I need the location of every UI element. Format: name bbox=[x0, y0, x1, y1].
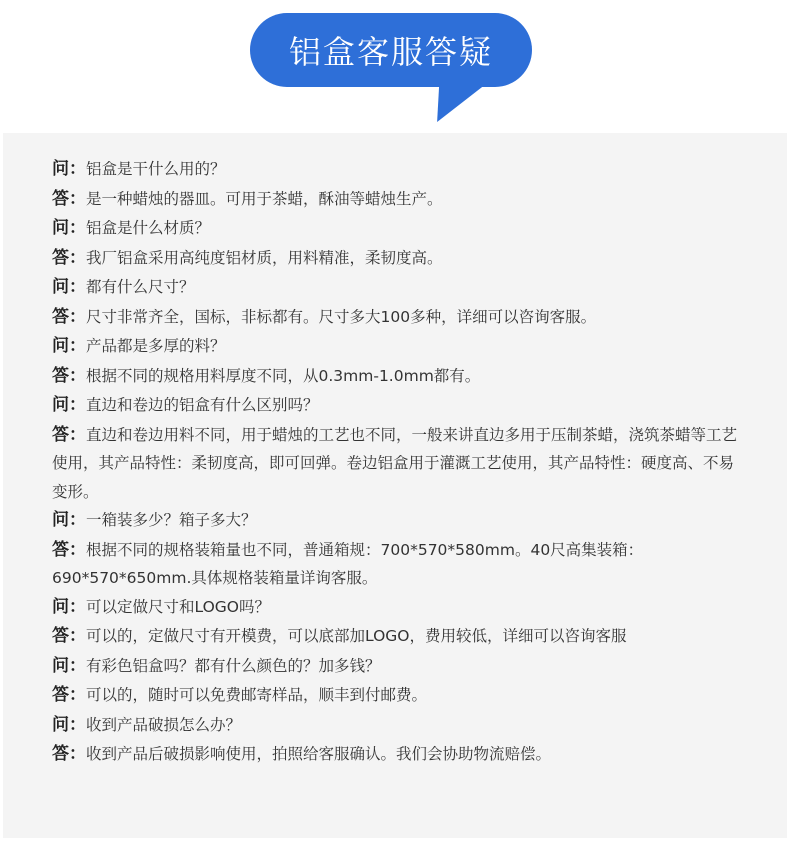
answer-label: 答： bbox=[52, 424, 86, 445]
answer-9 bbox=[52, 740, 742, 770]
answer-label: 答： bbox=[52, 626, 86, 646]
question-text: 可以定做尺寸和LOGO吗？ bbox=[86, 597, 270, 616]
page-title: 铝盒客服答疑 bbox=[288, 33, 493, 71]
answer-label: 答： bbox=[52, 685, 86, 705]
question-label: 问： bbox=[52, 596, 86, 617]
answer-text: 可以的，定做尺寸有开模费，可以底部加LOGO，费用较低，详细可以咨询客服 bbox=[86, 627, 627, 645]
answer-label: 答： bbox=[52, 539, 86, 560]
question-label: 问： bbox=[52, 510, 86, 530]
question-text: 铝盒是什么材质？ bbox=[86, 219, 211, 237]
answer-text: 根据不同的规格装箱量也不同，普通箱规：700*570*580mm。40尺高集装箱：690*570*650mm.具体规格装箱量详询客服。 bbox=[52, 540, 644, 587]
answer-7 bbox=[52, 622, 742, 652]
question-text: 一箱装多少？箱子多大？ bbox=[86, 511, 257, 529]
answer-text: 可以的，随时可以免费邮寄样品，顺丰到付邮费。 bbox=[86, 686, 428, 704]
answer-text: 直边和卷边用料不同，用于蜡烛的工艺也不同，一般来讲直边多用于压制茶蜡，浇筑茶蜡等工艺使用，其产品特性：柔韧度高，即可回弹。卷边铝盒用于灌溉工艺使用，其产品特性：硬度高、不易变形。 bbox=[52, 425, 738, 501]
question-text: 都有什么尺寸？ bbox=[86, 278, 195, 296]
answer-text: 尺寸非常齐全，国标，非标都有。尺寸多大100多种，详细可以咨询客服。 bbox=[86, 307, 597, 326]
answer-2 bbox=[52, 244, 742, 274]
answer-text: 根据不同的规格用料厚度不同，从0.3mm-1.0mm都有。 bbox=[86, 366, 481, 385]
answer-label: 答： bbox=[52, 744, 86, 764]
answer-label: 答： bbox=[52, 365, 86, 386]
question-3 bbox=[52, 273, 742, 303]
question-4 bbox=[52, 332, 742, 362]
answer-label: 答： bbox=[52, 306, 86, 327]
question-text: 铝盒是干什么用的？ bbox=[86, 160, 226, 178]
question-text: 有彩色铝盒吗？都有什么颜色的？加多钱？ bbox=[86, 656, 381, 675]
answer-4 bbox=[52, 362, 742, 392]
title-bubble bbox=[250, 13, 532, 87]
answer-text: 收到产品后破损影响使用，拍照给客服确认。我们会协助物流赔偿。 bbox=[86, 745, 552, 763]
question-7 bbox=[52, 593, 742, 623]
question-label: 问： bbox=[52, 336, 86, 356]
answer-6 bbox=[52, 536, 742, 593]
question-6 bbox=[52, 506, 742, 536]
question-label: 问： bbox=[52, 655, 86, 676]
answer-3 bbox=[52, 303, 742, 333]
answer-text: 我厂铝盒采用高纯度铝材质，用料精准，柔韧度高。 bbox=[86, 248, 443, 267]
question-2 bbox=[52, 214, 742, 244]
question-label: 问： bbox=[52, 277, 86, 297]
question-label: 问： bbox=[52, 159, 86, 179]
answer-text: 是一种蜡烛的器皿。可用于茶蜡，酥油等蜡烛生产。 bbox=[86, 189, 443, 208]
question-text: 收到产品破损怎么办？ bbox=[86, 715, 242, 734]
question-label: 问： bbox=[52, 218, 86, 238]
question-text: 产品都是多厚的料？ bbox=[86, 337, 226, 355]
faq-list bbox=[52, 155, 742, 770]
question-9 bbox=[52, 711, 742, 741]
answer-5 bbox=[52, 421, 742, 507]
question-label: 问： bbox=[52, 395, 86, 415]
question-1 bbox=[52, 155, 742, 185]
answer-8 bbox=[52, 681, 742, 711]
answer-1 bbox=[52, 185, 742, 215]
question-8 bbox=[52, 652, 742, 682]
header-bubble bbox=[0, 0, 790, 130]
answer-label: 答： bbox=[52, 247, 86, 268]
question-5 bbox=[52, 391, 742, 421]
answer-label: 答： bbox=[52, 188, 86, 209]
question-text: 直边和卷边的铝盒有什么区别吗？ bbox=[86, 396, 319, 414]
question-label: 问： bbox=[52, 714, 86, 735]
